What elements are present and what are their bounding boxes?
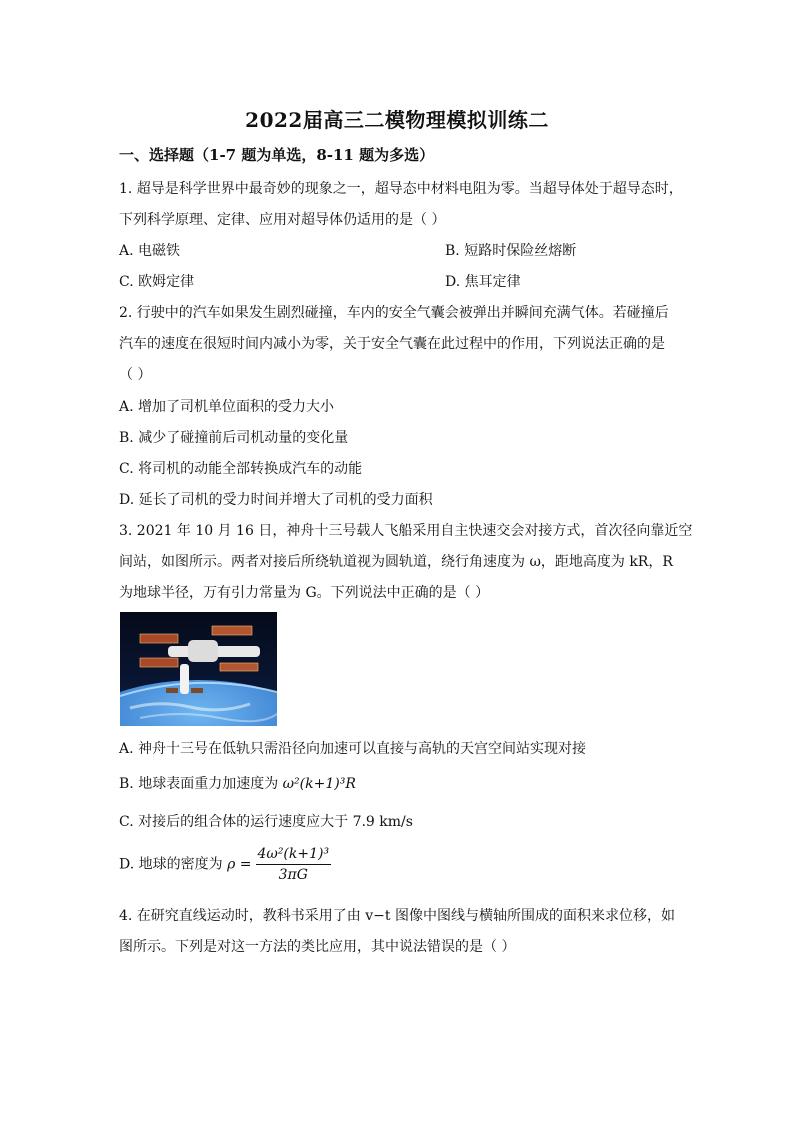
q1-option-c: C. 欧姆定律	[119, 274, 195, 290]
space-station-photo	[120, 612, 277, 726]
q3-option-b	[119, 773, 356, 793]
q3-option-d	[119, 846, 331, 883]
q3-option-b-formula: ω²(k+1)³R	[282, 776, 356, 792]
q3-option-d-numerator: 4ω²(k+1)³	[256, 846, 332, 865]
q4-stem-line1: 4. 在研究直线运动时，教科书采用了由 v−t 图像中图线与横轴所围成的面积来求位移，如	[119, 908, 675, 924]
q2-stem-line3: （ ）	[119, 367, 152, 383]
q3-option-d-text: D. 地球的密度为	[119, 856, 228, 873]
q3-stem-line3: 为地球半径，万有引力常量为 G。下列说法中正确的是（ ）	[119, 585, 490, 601]
q1-stem-line1: 1. 超导是科学世界中最奇妙的现象之一，超导态中材料电阻为零。当超导体处于超导态时，	[119, 181, 683, 197]
q2-stem-line1: 2. 行驶中的汽车如果发生剧烈碰撞，车内的安全气囊会被弹出并瞬间充满气体。若碰撞后	[119, 305, 669, 321]
q3-option-d-fraction	[256, 846, 332, 883]
q3-option-c: C. 对接后的组合体的运行速度应大于 7.9 km/s	[119, 814, 413, 830]
q3-option-a: A. 神舟十三号在低轨只需沿径向加速可以直接与高轨的天宫空间站实现对接	[119, 741, 587, 757]
q3-stem-line2: 间站，如图所示。两者对接后所绕轨道视为圆轨道，绕行角速度为 ω，距地高度为 kR，R	[119, 554, 673, 570]
q2-stem-line2: 汽车的速度在很短时间内减小为零，关于安全气囊在此过程中的作用，下列说法正确的是	[119, 336, 665, 352]
q3-option-b-text: B. 地球表面重力加速度为	[119, 776, 283, 792]
section-heading: 一、选择题（1-7 题为单选，8-11 题为多选）	[119, 146, 435, 164]
q3-option-d-lhs: ρ =	[227, 856, 252, 873]
q1-option-a: A. 电磁铁	[119, 243, 181, 259]
q2-option-c: C. 将司机的动能全部转换成汽车的动能	[119, 461, 363, 477]
q1-option-d: D. 焦耳定律	[445, 274, 521, 290]
q2-option-a: A. 增加了司机单位面积的受力大小	[119, 399, 335, 415]
q1-stem-line2: 下列科学原理、定律、应用对超导体仍适用的是（ ）	[119, 212, 446, 228]
q3-option-d-denominator: 3πG	[278, 867, 308, 883]
page-title: 2022届高三二模物理模拟训练二	[245, 108, 549, 132]
q1-option-b: B. 短路时保险丝熔断	[445, 243, 577, 259]
q4-stem-line2: 图所示。下列是对这一方法的类比应用，其中说法错误的是（ ）	[119, 939, 516, 955]
q2-option-d: D. 延长了司机的受力时间并增大了司机的受力面积	[119, 492, 433, 508]
q3-stem-line1: 3. 2021 年 10 月 16 日，神舟十三号载人飞船采用自主快速交会对接方式，首次径向靠近空	[119, 523, 693, 539]
q2-option-b: B. 减少了碰撞前后司机动量的变化量	[119, 430, 349, 446]
